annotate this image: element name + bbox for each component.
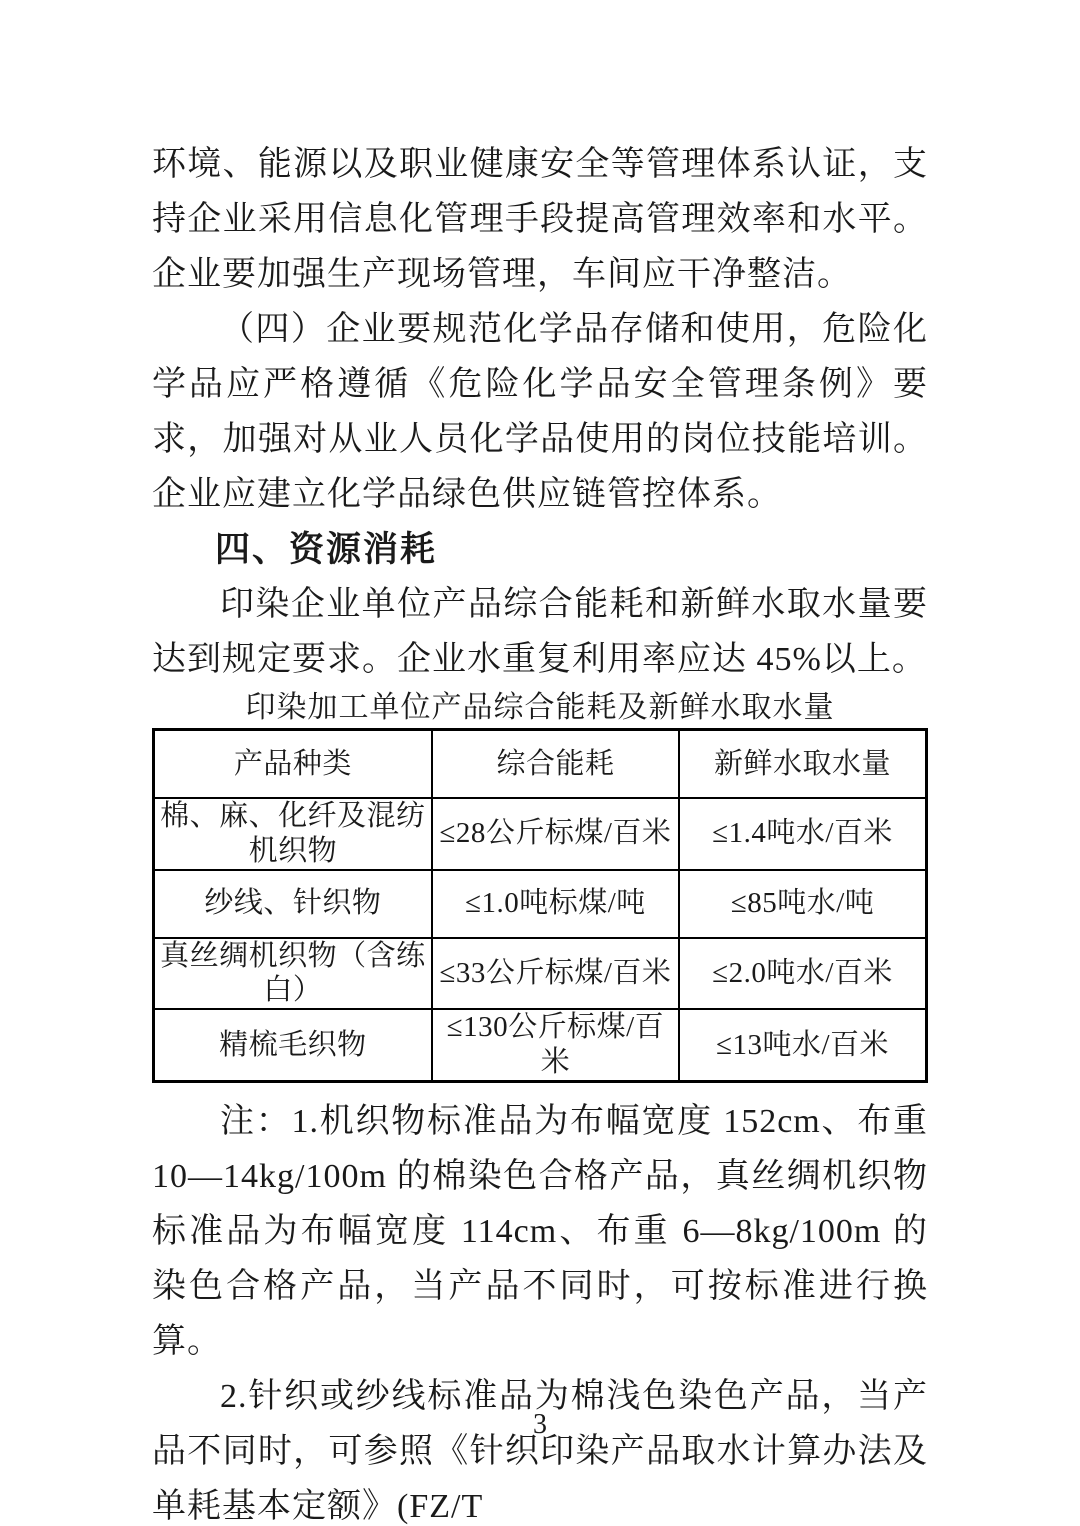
header-energy-consumption: 综合能耗 <box>432 730 679 799</box>
paragraph-item-four: （四）企业要规范化学品存储和使用，危险化学品应严格遵循《危险化学品安全管理条例》要求，加强对从业人员化学品使用的岗位技能培训。企业应建立化学品绿色供应链管控体系。 <box>152 311 928 513</box>
cell-energy: ≤130公斤标煤/百米 <box>432 1009 679 1081</box>
cell-water: ≤13吨水/百米 <box>679 1009 926 1081</box>
cell-water: ≤2.0吨水/百米 <box>679 938 926 1010</box>
cell-water: ≤1.4吨水/百米 <box>679 798 926 870</box>
cell-product: 精梳毛织物 <box>154 1009 432 1081</box>
table-row <box>154 870 927 938</box>
cell-energy: ≤28公斤标煤/百米 <box>432 798 679 870</box>
cell-product: 真丝绸机织物（含练白） <box>154 938 432 1010</box>
cell-product: 纱线、针织物 <box>154 870 432 938</box>
table-note-1: 注：1.机织物标准品为布幅宽度 152cm、布重 10—14kg/100m 的棉染色合格产品，真丝绸机织物标准品为布幅宽度 114cm、布重 6—8kg/100m 的染色合格产品，当产品不同时，可按标准进行换算。 <box>152 1102 928 1360</box>
cell-water: ≤85吨水/吨 <box>679 870 926 938</box>
page-number: 3 <box>533 1409 547 1440</box>
paragraph-resource-intro: 印染企业单位产品综合能耗和新鲜水取水量要达到规定要求。企业水重复利用率应达 45%以上。 <box>152 586 928 678</box>
table-header-row <box>154 730 927 799</box>
header-fresh-water-intake: 新鲜水取水量 <box>679 730 926 799</box>
cell-product: 棉、麻、化纤及混纺机织物 <box>154 798 432 870</box>
table-row <box>154 938 927 1010</box>
energy-water-consumption-table <box>152 728 928 1083</box>
table-row <box>154 1009 927 1081</box>
cell-energy: ≤1.0吨标煤/吨 <box>432 870 679 938</box>
paragraph-continuation: 环境、能源以及职业健康安全等管理体系认证，支持企业采用信息化管理手段提高管理效率和水平。企业要加强生产现场管理，车间应干净整洁。 <box>152 146 928 293</box>
section-heading-resource-consumption: 四、资源消耗 <box>215 530 438 569</box>
header-product-type: 产品种类 <box>154 730 432 799</box>
table-caption: 印染加工单位产品综合能耗及新鲜水取水量 <box>245 691 835 724</box>
table-row <box>154 798 927 870</box>
table-note-2: 2.针织或纱线标准品为棉浅色染色产品，当产品不同时，可参照《针织印染产品取水计算办法及单耗基本定额》(FZ/T <box>152 1377 928 1525</box>
cell-energy: ≤33公斤标煤/百米 <box>432 938 679 1010</box>
